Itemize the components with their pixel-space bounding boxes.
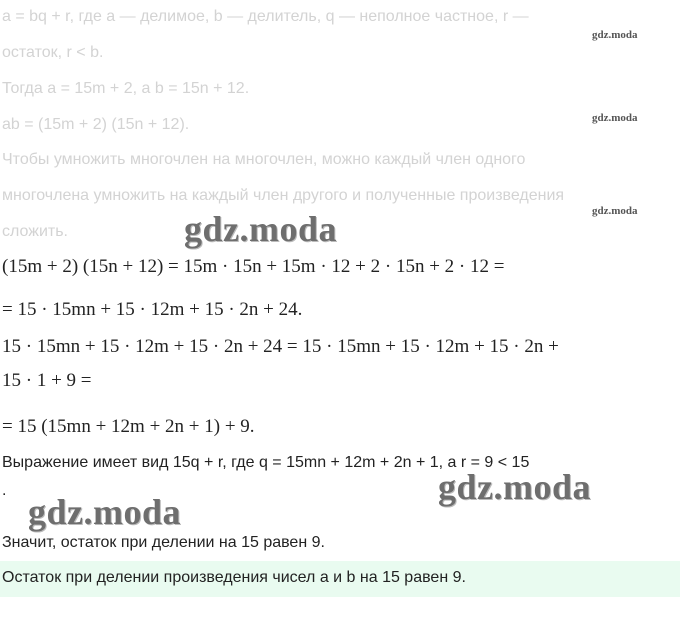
watermark-small-2: gdz.moda [592,112,638,124]
equation-line-1: (15m + 2) (15n + 12) = 15m · 15n + 15m · 12 + 2 · 15n + 2 · 12 = [2,256,505,277]
text-line-4: ab = (15m + 2) (15n + 12). [2,116,190,133]
text-line-3: Тогда a = 15m + 2, а b = 15n + 12. [2,80,250,97]
text-line-7: сложить. [2,223,68,240]
equation-line-2: = 15 · 15mn + 15 · 12m + 15 · 2n + 24. [2,299,303,320]
conclusion-line-2: . [2,482,7,499]
text-line-6: многочлена умножить на каждый член другого и полученные произведения [2,187,565,204]
equation-line-3: 15 · 15mn + 15 · 12m + 15 · 2n + 24 = 15 · 15mn + 15 · 12m + 15 · 2n + [2,336,559,357]
answer-text: Остаток при делении произведения чисел a и b на 15 равен 9. [2,569,466,586]
equation-line-4: 15 · 1 + 9 = [2,370,92,391]
conclusion-line-1: Выражение имеет вид 15q + r, где q = 15mn + 12m + 2n + 1, а r = 9 < 15 [2,454,530,471]
text-line-1: a = bq + r, где a — делимое, b — делитель, q — неполное частное, r — [2,8,529,25]
text-line-2: остаток, r < b. [2,44,104,61]
answer-box [0,561,680,597]
watermark-small-1: gdz.moda [592,29,638,41]
watermark-small-3: gdz.moda [592,205,638,217]
watermark-big-3: gdz.moda [28,492,182,532]
text-line-5: Чтобы умножить многочлен на многочлен, можно каждый член одного [2,151,526,168]
remainder-line: Значит, остаток при делении на 15 равен 9. [2,534,325,551]
watermark-big-1: gdz.moda [184,209,338,249]
watermark-big-2: gdz.moda [438,467,592,507]
equation-line-5: = 15 (15mn + 12m + 2n + 1) + 9. [2,416,255,437]
